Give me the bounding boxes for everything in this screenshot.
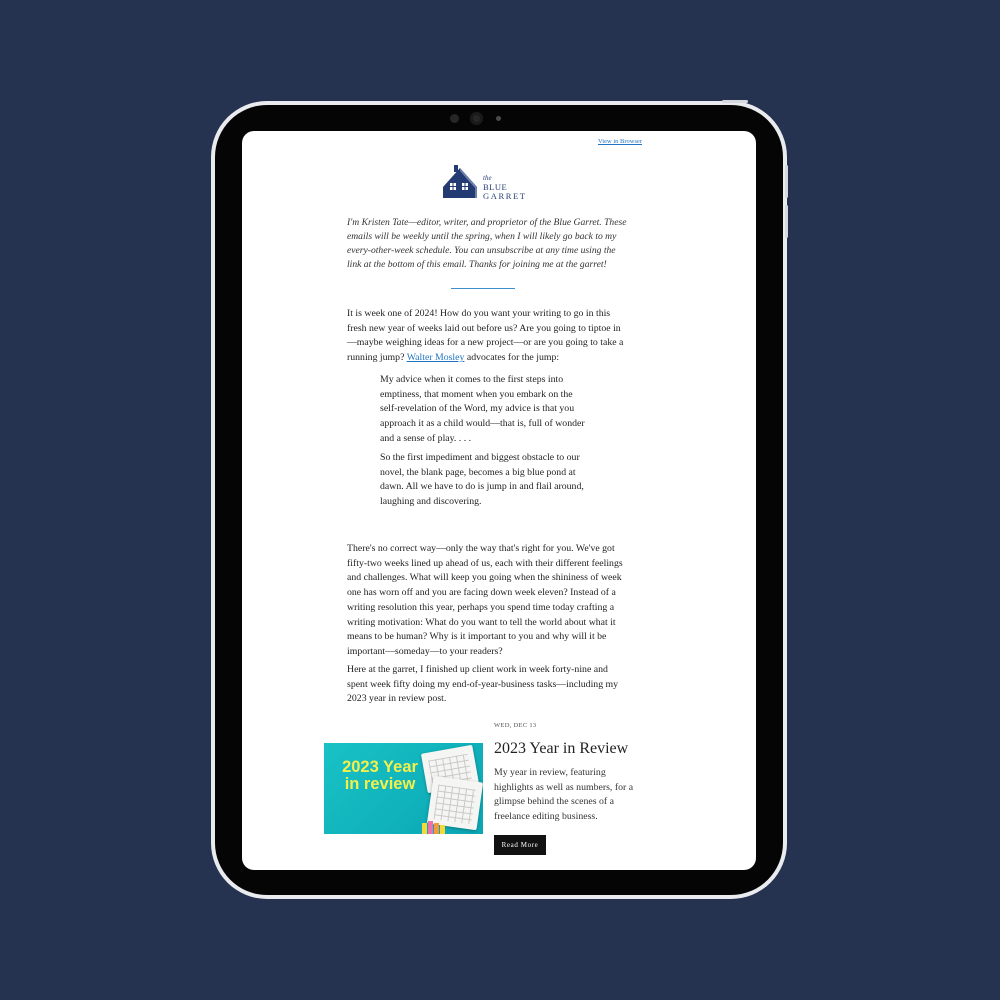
blue-garret-logo[interactable]: [441, 165, 531, 199]
email-screen: [242, 131, 756, 870]
blockquote-paragraph-1: My advice when it comes to the first steps into emptiness, that moment when you embark on the self-revelation of the Word, my advice is that you approach it as a child would—that is, full of wonder and a sense of play. . . .: [380, 374, 585, 444]
tablet-volume-up-button: [785, 165, 788, 198]
section-divider: [451, 288, 515, 289]
tablet-power-button: [722, 100, 748, 103]
camera-light-icon: [496, 116, 501, 121]
post-thumbnail[interactable]: [324, 743, 483, 834]
logo-the: the: [483, 174, 492, 182]
house-logo-icon: [441, 165, 479, 199]
sticky-tabs-icon: [420, 818, 460, 834]
paragraph-1-text: It is week one of 2024! How do you want your writing to go in this fresh new year of weeks laid out before us? Are you going to tiptoe in—maybe weighing ideas for a new project—or are you going to take a running jump?: [347, 308, 624, 364]
post-title[interactable]: 2023 Year in Review: [494, 740, 629, 757]
intro-paragraph: I'm Kristen Tate—editor, writer, and proprietor of the Blue Garret. These emails will be weekly until the spring, when I will likely go back to my every-other-week schedule. You can unsubscribe at any time using the link at the bottom of this email. Thanks for joining me at the garret!: [347, 217, 627, 270]
body-paragraph-3: Here at the garret, I finished up client work in week forty-nine and spent week fifty doing my end-of-year-business tasks—including my 2023 year in review post.: [347, 664, 619, 705]
camera-sensor-icon: [450, 114, 459, 123]
paragraph-1-text-end: advocates for the jump:: [464, 352, 560, 364]
walter-mosley-link[interactable]: Walter Mosley: [406, 352, 465, 364]
logo-blue: BLUE: [483, 182, 508, 192]
read-more-button[interactable]: Read More: [494, 835, 546, 855]
body-paragraph-1: [347, 307, 627, 366]
post-description: My year in review, featuring highlights as well as numbers, for a glimpse behind the scenes of a freelance editing business.: [494, 767, 634, 823]
tablet-volume-down-button: [785, 205, 788, 238]
thumbnail-text: 2023 Year in review: [342, 758, 418, 793]
camera-lens-icon: [470, 112, 483, 125]
body-paragraph-2: There's no correct way—only the way that's right for you. We've got fifty-two weeks lined up ahead of us, each with their different feelings and challenges. What will keep you going when the shininess of week one has worn off and you are facing down week eleven? Instead of a writing resolution this year, perhaps you spend time today crafting a writing motivation: What do you want to tell the world about what it means to be human? Why is it important to you and why will it be important—someday—to your readers?: [347, 543, 623, 657]
blockquote-paragraph-2: So the first impediment and biggest obstacle to our novel, the blank page, becomes a big blue pond at dawn. All we have to do is jump in and flail around, laughing and discovering.: [380, 452, 584, 508]
view-in-browser-link[interactable]: View in Browser: [598, 138, 643, 145]
post-date: WED, DEC 13: [494, 722, 537, 729]
logo-garret: GARRET: [483, 191, 527, 201]
logo-wordmark: [483, 174, 527, 201]
